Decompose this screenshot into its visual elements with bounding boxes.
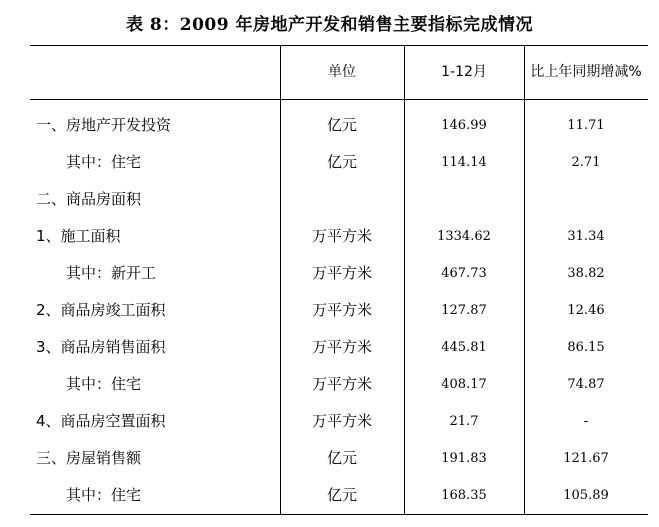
row-unit: 万平方米: [311, 375, 372, 393]
row-value: 467.73: [441, 266, 487, 281]
row-value: 445.81: [441, 340, 487, 355]
row-unit: 万平方米: [311, 412, 372, 430]
row-unit: 亿元: [326, 116, 357, 134]
row-value: 114.14: [441, 155, 487, 170]
row-unit: [280, 181, 404, 218]
row-value: 191.83: [441, 451, 487, 466]
header-period: 1-12月: [441, 63, 487, 80]
row-yoy: 74.87: [567, 377, 605, 392]
row-label: 2、商品房竣工面积: [36, 301, 166, 319]
row-label: 3、商品房销售面积: [36, 338, 166, 356]
table-row: [30, 440, 648, 477]
row-yoy: 2.71: [571, 155, 601, 170]
row-value: 127.87: [441, 303, 487, 318]
row-unit: 万平方米: [311, 301, 372, 319]
row-value: 408.17: [441, 377, 487, 392]
row-yoy: 121.67: [563, 451, 609, 466]
row-yoy: 86.15: [567, 340, 605, 355]
table-row: [30, 144, 648, 181]
table-row: [30, 366, 648, 403]
row-label: 二、商品房面积: [36, 190, 142, 208]
row-value: 146.99: [441, 118, 487, 133]
row-value: 168.35: [441, 488, 487, 503]
row-label: 其中：住宅: [66, 375, 142, 393]
row-label: 三、房屋销售额: [36, 449, 142, 467]
row-value: 1334.62: [437, 229, 491, 244]
row-value: 21.7: [449, 414, 479, 429]
table-row: [30, 107, 648, 144]
row-unit: 亿元: [326, 153, 357, 171]
row-unit: 亿元: [326, 449, 357, 467]
row-unit: 万平方米: [311, 227, 372, 245]
data-table: [30, 45, 648, 515]
table-row: [30, 255, 648, 292]
table-row: [30, 329, 648, 366]
row-label: 4、商品房空置面积: [36, 412, 166, 430]
row-yoy: 12.46: [567, 303, 605, 318]
table-row: [30, 292, 648, 329]
row-yoy: 11.71: [567, 118, 605, 133]
header-bottom-border: [30, 99, 648, 100]
table-bottom-border: [30, 514, 648, 515]
table-row: [30, 218, 648, 255]
table-row: [30, 181, 648, 218]
table-row: [30, 403, 648, 440]
header-yoy: 比上年同期增减%: [530, 63, 642, 80]
table-row: [30, 477, 648, 514]
row-unit: 万平方米: [311, 264, 372, 282]
row-label: 一、房地产开发投资: [36, 116, 172, 134]
row-unit: 亿元: [326, 486, 357, 504]
row-value: [404, 181, 524, 218]
row-yoy: 105.89: [563, 488, 609, 503]
header-unit: 单位: [328, 63, 356, 80]
row-label: 其中：新开工: [66, 264, 157, 282]
table-title: 表 8：2009 年房地产开发和销售主要指标完成情况: [126, 15, 533, 35]
row-unit: 万平方米: [311, 338, 372, 356]
row-yoy: 31.34: [567, 229, 605, 244]
row-label: 其中：住宅: [66, 486, 142, 504]
row-yoy: [524, 181, 648, 218]
row-label: 其中：住宅: [66, 153, 142, 171]
row-yoy: 38.82: [567, 266, 605, 281]
row-yoy: -: [583, 414, 589, 429]
row-label: 1、施工面积: [36, 227, 121, 245]
